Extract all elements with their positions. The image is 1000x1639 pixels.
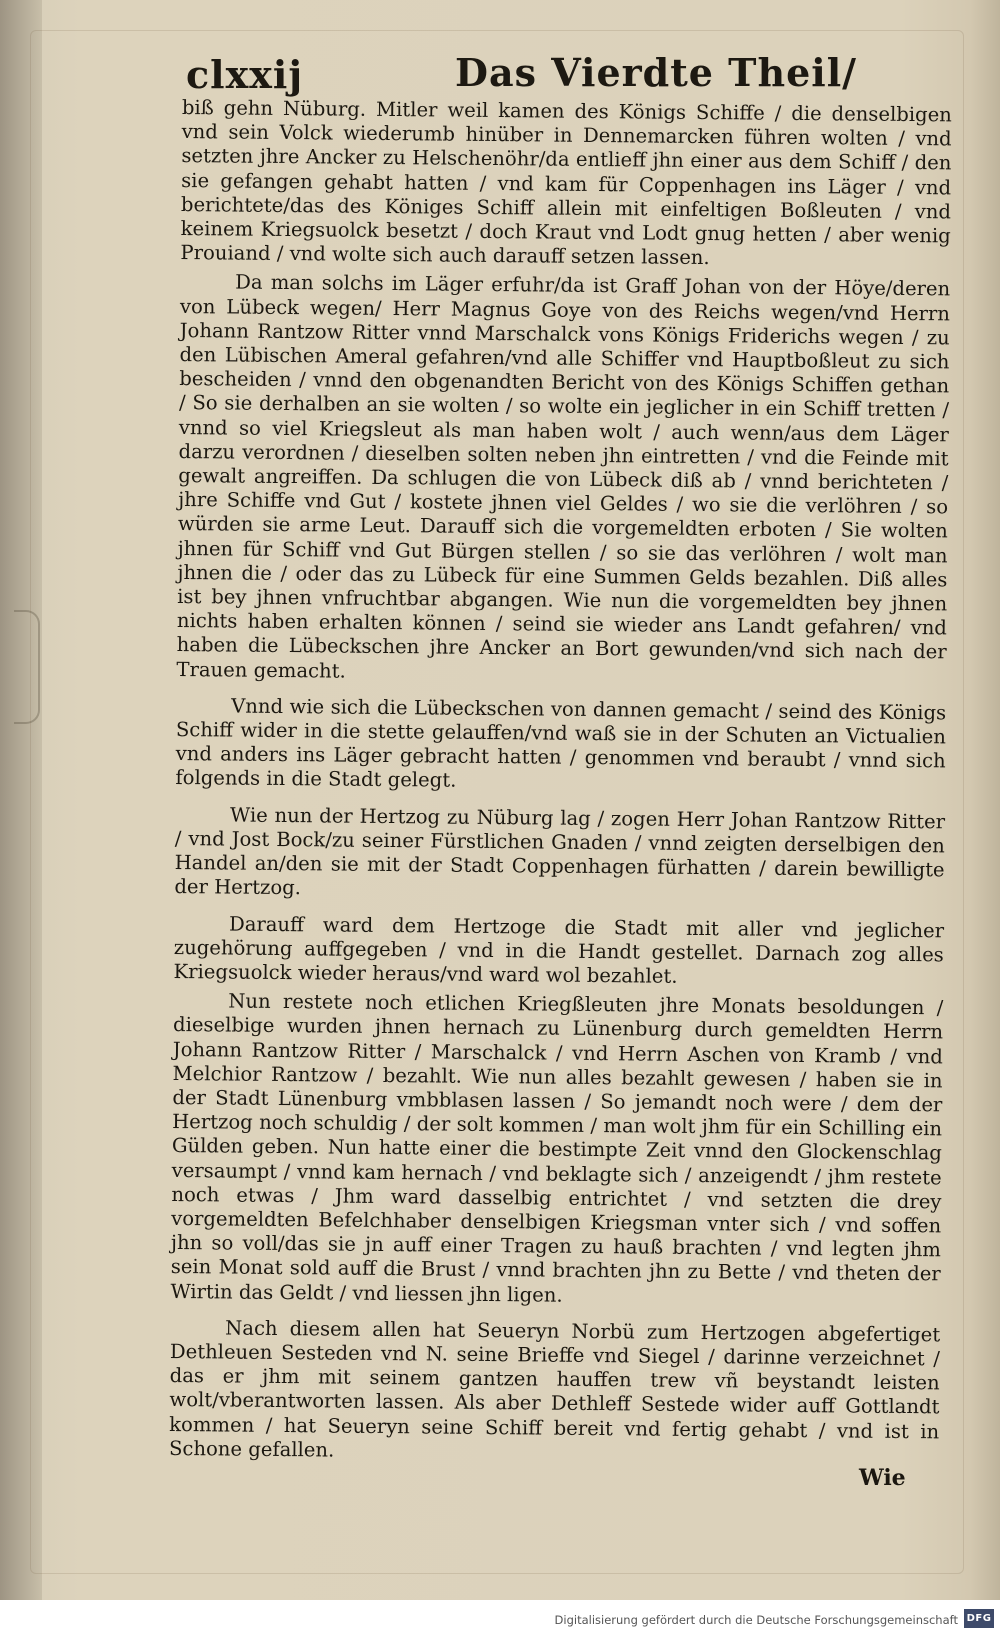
- paragraph: Da man solchs im Läger erfuhr/da ist Graff Johan von der Höye/deren von Lübeck wegen/ Herr Magnus Goye von des Reichs wegen/vnd Herrn Johann Rantzow Ritter vnnd Marschalck vons Königs Friderichs wegen / zu den Lübischen Ameral gefahren/vnd alle Schiffer vnd Hauptboßleut zu sich bescheiden / vnnd den obgenandten Bericht von des Königs Schiffen gethan / So sie derhalben an sie wolten / so wolte ein jeglicher in ein Schiff tretten / vnnd so viel Kriegsleut als man haben wolt / auch wenn/aus dem Läger darzu verordnen / dieselben solten neben jhn eintretten / vnd die Feinde mit gewalt angreiffen. Da schlugen die von Lübeck diß ab / vnnd berichteten / jhre Schiffe vnd Gut / kostete jhnen viel Geldes / wo sie die verlöhren / so würden sie arme Leut. Darauff sich die vorgemeldten erboten / Sie wolten jhnen für Schiff vnd Gut Bürgen stellen / so sie das verlöhren / wolt man jhnen die / oder das zu Lübeck für eine Summen Gelds bezahlen. Diß alles ist bey jhnen vnfruchtbar abgangen. Wie nun die vorgemeldten bey jhnen nichts haben erhalten können / seind sie wieder ans Landt gefahren/ vnd haben die Lübeckschen jhre Ancker an Bort gewunden/vnd sich nach der Trauen gemacht.: [176, 270, 951, 683]
- paragraph: biß gehn Nüburg. Mitler weil kamen des Königs Schiffe / die denselbigen vnd sein Volck wiederumb hinüber in Dennemarcken führen wolten / vnd setzten jhre Ancker zu Helschenöhr/da entlieff jhn einer aus dem Schiff / den sie gefangen gehabt hatten / vnd kam für Coppenhagen ins Läger / vnd berichtete/das des Königes Schiff allein mit einfeltigen Boßleuten / vnd keinem Kriegsuolck besetzt / doch Kraut vnd Lodt gnug hetten / aber wenig Prouiand / vnd wolte sich auch darauff setzen lassen.: [180, 96, 952, 270]
- paragraph: Nach diesem allen hat Seueryn Norbü zum Hertzogen abgefertiget Dethleuen Sesteden vnd N. seine Brieffe vnd Siegel / darinne verzeichnet / das er jhm mit seinem gantzen hauffen trew vñ beystandt leisten wolt/vberantworten lassen. Als aber Dethleff Sestede wider auff Gottlandt kommen / hat Seueryn seine Schiff bereit vnd fertig gehabt / vnd ist in Schone gefallen.: [168, 1316, 941, 1462]
- paragraph: Nun restete noch etlichen Kriegßleuten jhre Monats besoldungen / dieselbige wurden jhnen hernach zu Lünenburg durch gemeldten Herrn Johann Rantzow Ritter / Marschalck / vnd Herrn Aschen von Kramb / vnd Melchior Rantzow / bezahlt. Wie nun alles bezahlt gewesen / haben sie in der Stadt Lünenburg vmbblasen lassen / So jemandt noch were / dem der Hertzog noch schuldig / der solt kommen / man wolt jhm für ein Schilling ein Gülden geben. Nun hatte einer die bestimpte Zeit vnnd den Glockenschlag versaumpt / vnnd kam hernach / vnd beklagte sich / anzeigendt / jhm restete noch etwas / Jhm ward dasselbig entrichtet / vnd setzten die drey vorgemeldten Befelchhaber denselbigen Kriegsman vnter sich / vnd soffen jhn so voll/das sie jn auff einer Tragen zu hauß brachten / vnd legten jhm sein Monat sold auff die Brust / vnnd brachten jhn zu Bette / vnd theten der Wirtin das Geldt / vnd liessen jhn ligen.: [170, 989, 944, 1307]
- running-head: Das Vierdte Theil/: [455, 50, 858, 95]
- paragraph: Darauff ward dem Hertzoge die Stadt mit aller vnd jeglicher zugehörung auffgegeben / vnd in die Handt gestellet. Darnach zog alles Kriegsuolck wieder heraus/vnd ward wol bezahlet.: [173, 911, 945, 988]
- dfg-logo-icon: DFG: [964, 1609, 994, 1628]
- digitization-footer: [0, 1600, 1000, 1639]
- page-clip-mark: [14, 610, 40, 724]
- catchword: Wie: [859, 1465, 906, 1491]
- body-text: [169, 96, 952, 1473]
- folio-number: clxxij: [186, 52, 304, 97]
- paragraph: Vnnd wie sich die Lübeckschen von dannen gemacht / seind des Königs Schiff wider in die stette gelauffen/vnd waß sie in der Schuten an Victualien vnd anders ins Läger gebracht hatten / genommen vnd beraubt / vnnd sich folgends in die Stadt gelegt.: [175, 694, 947, 793]
- paragraph: Wie nun der Hertzog zu Nüburg lag / zogen Herr Johan Rantzow Ritter / vnd Jost Bock/zu seiner Fürstlichen Gnaden / vnnd zeigten derselbigen den Handel an/den sie mit der Stadt Coppenhagen fürhatten / darein bewilligte der Hertzog.: [174, 803, 946, 900]
- footer-credit-text: Digitalisierung gefördert durch die Deutsche Forschungsgemeinschaft: [554, 1613, 958, 1627]
